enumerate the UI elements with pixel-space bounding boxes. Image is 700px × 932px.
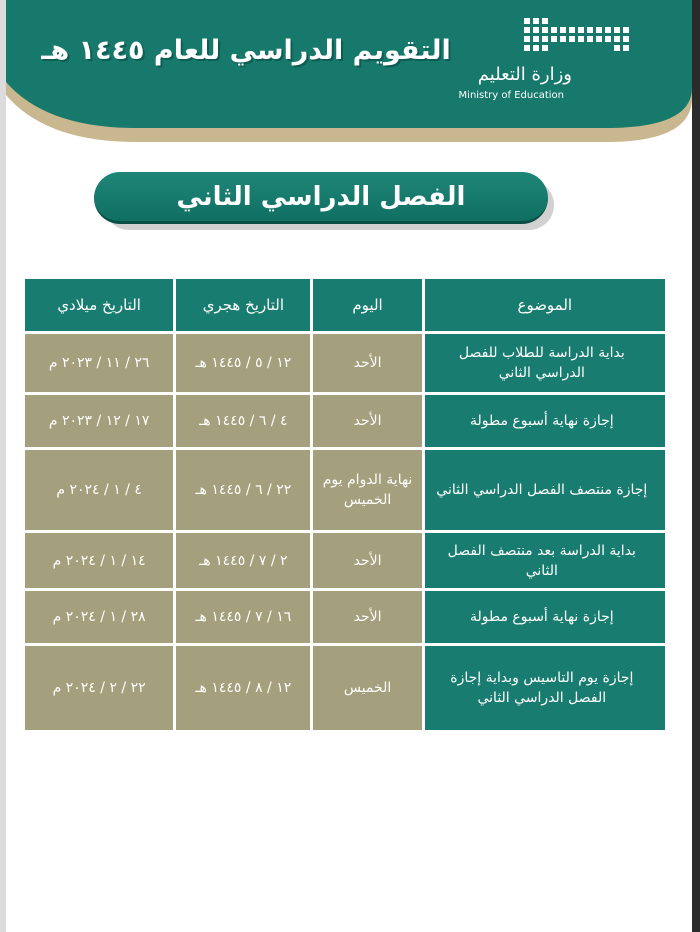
cell-gregorian-date: ٢٢ / ٢ / ٢٠٢٤ م [25, 646, 173, 730]
cell-hijri-date: ٢٢ / ٦ / ١٤٤٥ هـ [176, 450, 310, 530]
logo-english-text: Ministry of Education [458, 90, 564, 101]
header-day: اليوم [313, 279, 421, 331]
header-topic: الموضوع [425, 279, 665, 331]
header-hijri-date: التاريخ هجري [176, 279, 310, 331]
header-banner [6, 0, 692, 150]
main-title: التقويم الدراسي للعام ١٤٤٥ هـ [41, 35, 451, 66]
calendar-table [22, 276, 668, 733]
cell-hijri-date: ١٢ / ٨ / ١٤٤٥ هـ [176, 646, 310, 730]
cell-day: الأحد [313, 395, 421, 447]
cell-day: الأحد [313, 591, 421, 643]
table-row [25, 395, 665, 447]
header-gregorian-date: التاريخ ميلادي [25, 279, 173, 331]
cell-gregorian-date: ٢٨ / ١ / ٢٠٢٤ م [25, 591, 173, 643]
section-title-pill [94, 172, 548, 224]
page-edge-right [692, 0, 700, 932]
cell-day: الخميس [313, 646, 421, 730]
cell-gregorian-date: ١٤ / ١ / ٢٠٢٤ م [25, 533, 173, 588]
cell-hijri-date: ٤ / ٦ / ١٤٤٥ هـ [176, 395, 310, 447]
cell-gregorian-date: ٤ / ١ / ٢٠٢٤ م [25, 450, 173, 530]
cell-topic: إجازة نهاية أسبوع مطولة [425, 591, 665, 643]
table-row [25, 334, 665, 392]
cell-day: الأحد [313, 533, 421, 588]
cell-topic: بداية الدراسة للطلاب للفصل الدراسي الثاني [425, 334, 665, 392]
cell-topic: إجازة منتصف الفصل الدراسي الثاني [425, 450, 665, 530]
table-row [25, 450, 665, 530]
cell-topic: إجازة نهاية أسبوع مطولة [425, 395, 665, 447]
cell-gregorian-date: ١٧ / ١٢ / ٢٠٢٣ م [25, 395, 173, 447]
cell-hijri-date: ١٢ / ٥ / ١٤٤٥ هـ [176, 334, 310, 392]
cell-day: نهاية الدوام يوم الخميس [313, 450, 421, 530]
cell-topic: إجازة يوم التاسيس وبداية إجازة الفصل الدراسي الثاني [425, 646, 665, 730]
section-title: الفصل الدراسي الثاني [176, 181, 466, 212]
cell-topic: بداية الدراسة بعد منتصف الفصل الثاني [425, 533, 665, 588]
cell-gregorian-date: ٢٦ / ١١ / ٢٠٢٣ م [25, 334, 173, 392]
logo-arabic-text: وزارة التعليم [477, 64, 572, 85]
table-header-row [25, 279, 665, 331]
ministry-logo [458, 18, 642, 108]
ministry-dots-logo-icon [524, 18, 634, 52]
table-row [25, 646, 665, 730]
table-row [25, 591, 665, 643]
cell-day: الأحد [313, 334, 421, 392]
cell-hijri-date: ١٦ / ٧ / ١٤٤٥ هـ [176, 591, 310, 643]
table-row [25, 533, 665, 588]
cell-hijri-date: ٢ / ٧ / ١٤٤٥ هـ [176, 533, 310, 588]
